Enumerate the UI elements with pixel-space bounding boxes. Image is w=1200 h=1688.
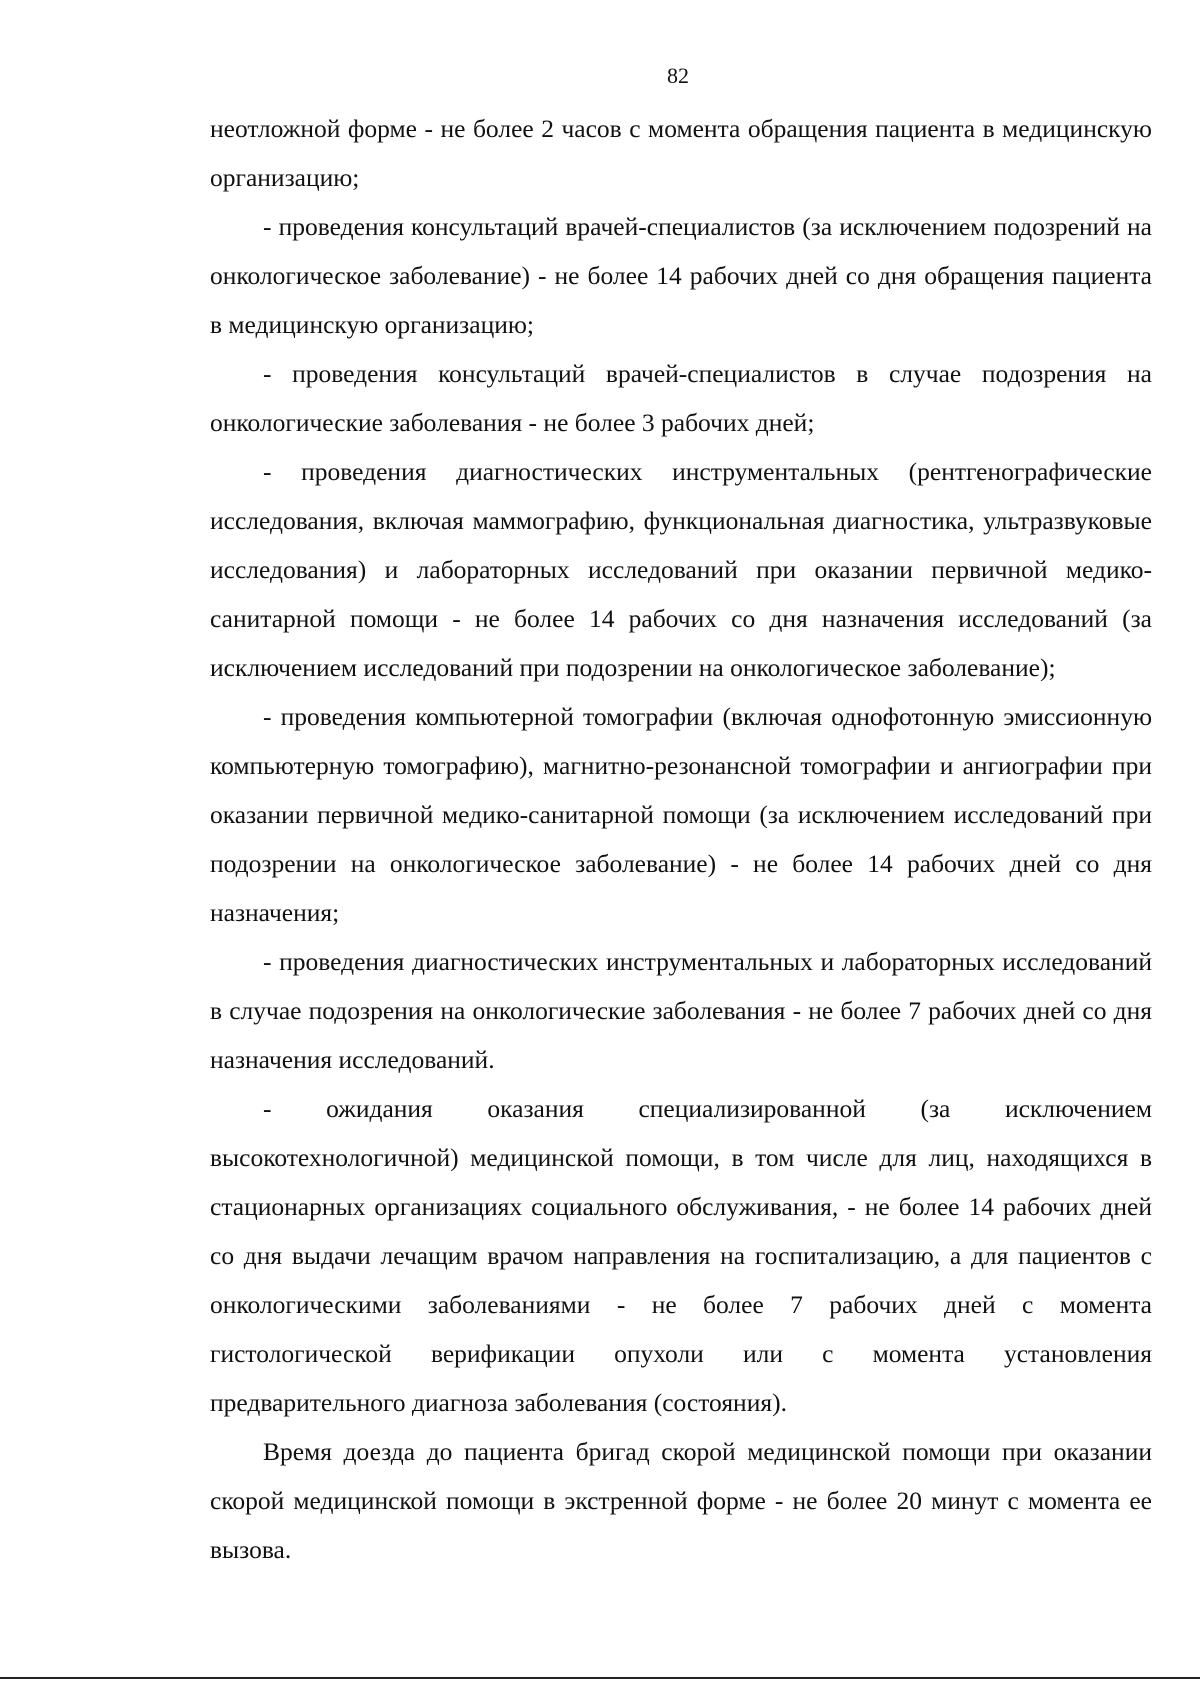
paragraph-1: неотложной форме - не более 2 часов с момента обращения пациента в медицинскую организацию; <box>210 114 1152 192</box>
paragraph-6: - проведения диагностических инструментальных и лабораторных исследований в случае подозрения на онкологические заболевания - не более 7 рабочих дней со дня назначения исследований. <box>210 947 1152 1074</box>
paragraph-8: Время доезда до пациента бригад скорой медицинской помощи при оказании скорой медицинской помощи в экстренной форме - не более 20 минут с момента ее вызова. <box>210 1437 1152 1564</box>
paragraph-3: - проведения консультаций врачей-специалистов в случае подозрения на онкологические заболевания - не более 3 рабочих дней; <box>210 359 1152 437</box>
paragraph-4: - проведения диагностических инструментальных (рентгенографические исследования, включая маммографию, функциональная диагностика, ультразвуковые исследования) и лабораторных исследований при оказании первичной медико-санитарной помощи - не более 14 рабочих со дня назначения исследований (за исключением исследований при подозрении на онкологическое заболевание); <box>210 457 1152 682</box>
bottom-scan-border <box>0 1677 1200 1679</box>
page-number: 82 <box>667 63 689 88</box>
paragraph-7: - ожидания оказания специализированной (за исключением высокотехнологичной) медицинской помощи, в том числе для лиц, находящихся в стационарных организациях социального обслуживания, - не более 14 рабочих дней со дня выдачи лечащим врачом направления на госпитализацию, а для пациентов с онкологическими заболеваниями - не более 7 рабочих дней с момента гистологической верификации опухоли или с момента установления предварительного диагноза заболевания (состояния). <box>210 1094 1152 1417</box>
paragraph-2: - проведения консультаций врачей-специалистов (за исключением подозрений на онкологическое заболевание) - не более 14 рабочих дней со дня обращения пациента в медицинскую организацию; <box>210 212 1152 339</box>
paragraph-5: - проведения компьютерной томографии (включая однофотонную эмиссионную компьютерную томографию), магнитно-резонансной томографии и ангиографии при оказании первичной медико-санитарной помощи (за исключением исследований при подозрении на онкологическое заболевание) - не более 14 рабочих дней со дня назначения; <box>210 702 1152 927</box>
document-body <box>210 104 1152 1574</box>
